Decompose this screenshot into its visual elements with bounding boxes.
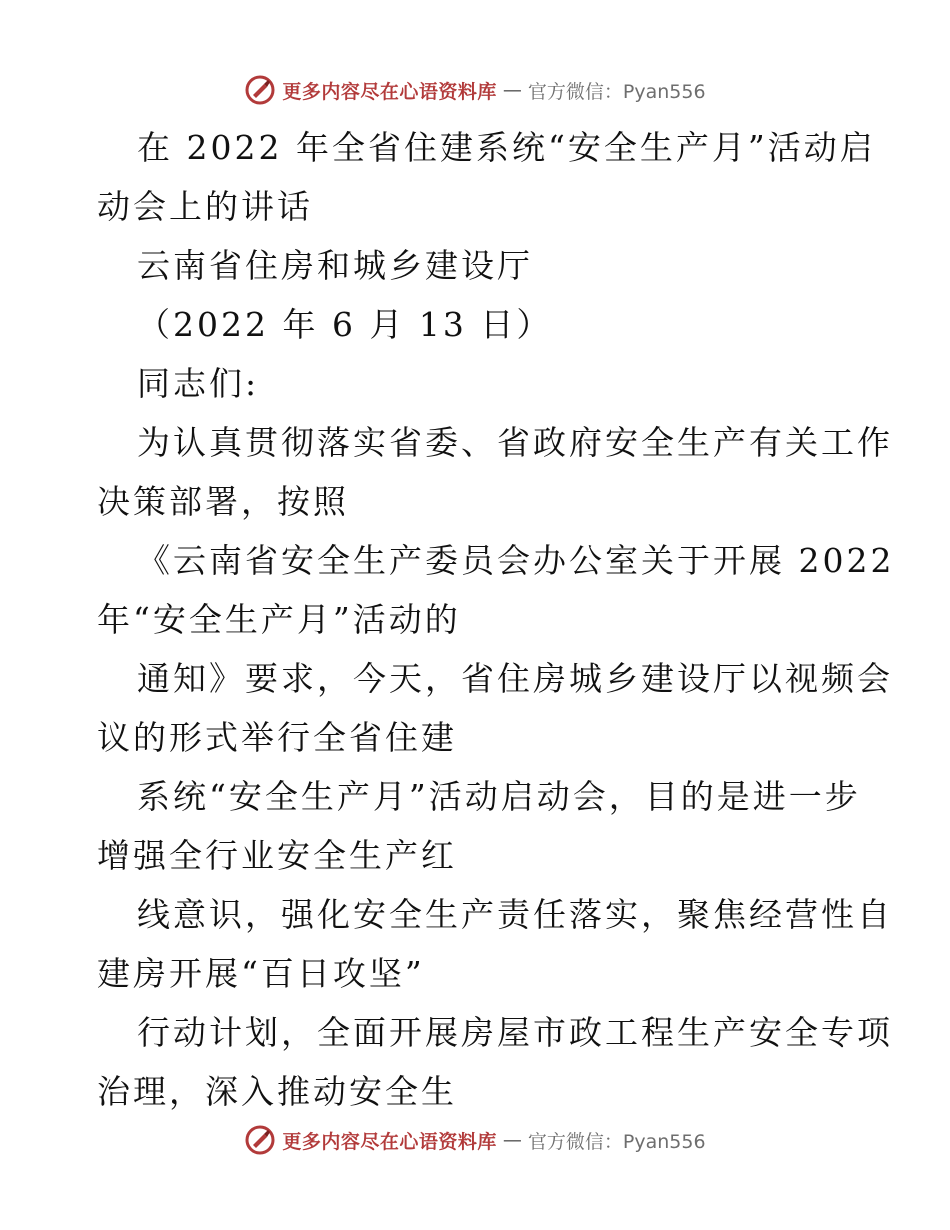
- text-line: 线意识，强化安全生产责任落实，聚焦经营性自: [137, 895, 893, 934]
- text-line: 同志们:: [137, 364, 260, 403]
- text-line: （2022 年 6 月 13 日）: [137, 305, 553, 344]
- text-line: 决策部署，按照: [97, 482, 349, 521]
- text-line: 为认真贯彻落实省委、省政府安全生产有关工作: [137, 423, 893, 462]
- banner-wechat: 官方微信：Pyan556: [527, 80, 706, 103]
- text-line: 年“安全生产月”活动的: [97, 600, 461, 639]
- logo-icon: [244, 74, 276, 106]
- text-line: 在 2022 年全省住建系统“安全生产月”活动启: [137, 128, 876, 167]
- text-line: 动会上的讲话: [97, 187, 313, 226]
- logo-icon: [244, 1124, 276, 1156]
- banner-wechat: 官方微信：Pyan556: [527, 1130, 706, 1153]
- text-line: 《云南省安全生产委员会办公室关于开展 2022: [137, 541, 895, 580]
- header-banner: [0, 70, 950, 110]
- banner-separator: —: [502, 1129, 522, 1151]
- banner-separator: —: [502, 79, 522, 101]
- text-line: 治理，深入推动安全生: [97, 1072, 457, 1111]
- banner-title: 更多内容尽在心语资料库: [282, 1130, 497, 1153]
- text-line: 行动计划，全面开展房屋市政工程生产安全专项: [137, 1013, 893, 1052]
- text-line: 议的形式举行全省住建: [97, 718, 457, 757]
- text-line: 通知》要求，今天，省住房城乡建设厅以视频会: [137, 659, 893, 698]
- text-line: 增强全行业安全生产红: [97, 836, 457, 875]
- banner-title: 更多内容尽在心语资料库: [282, 80, 497, 103]
- footer-banner: [0, 1120, 950, 1160]
- text-line: 建房开展“百日攻坚”: [97, 954, 425, 993]
- text-line: 系统“安全生产月”活动启动会，目的是进一步: [137, 777, 861, 816]
- text-line: 云南省住房和城乡建设厅: [137, 246, 533, 285]
- document-body: [97, 118, 895, 1121]
